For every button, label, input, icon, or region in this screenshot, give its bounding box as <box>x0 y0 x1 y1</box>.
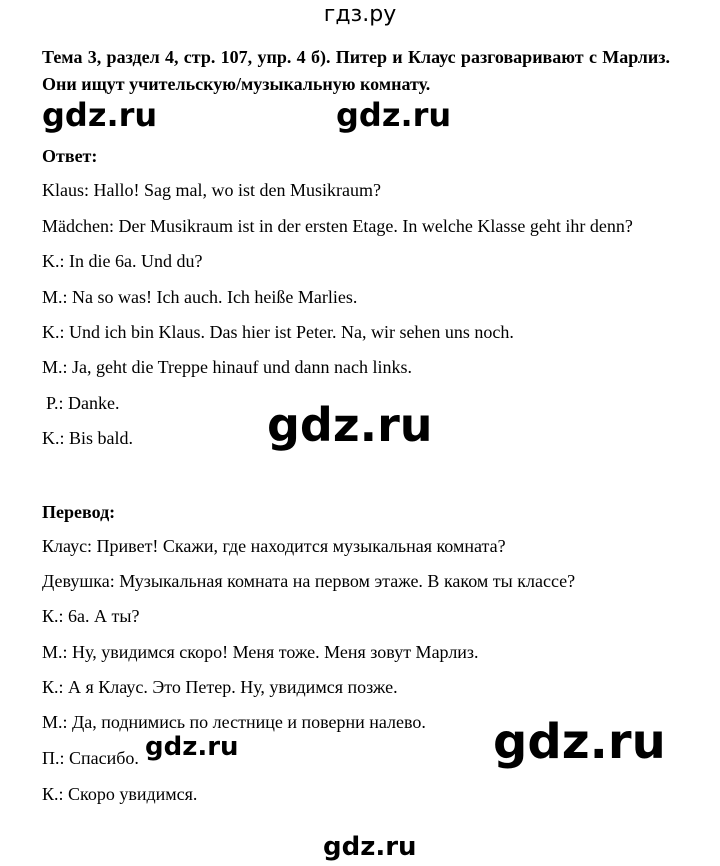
answer-heading: Ответ: <box>42 146 98 166</box>
translation-line: М.: Ну, увидимся скоро! Меня тоже. Меня зовут Марлиз. <box>42 642 479 662</box>
answer-line: K.: Und ich bin Klaus. Das hier ist Peter. Na, wir sehen uns noch. <box>42 322 514 342</box>
watermark: gdz.ru <box>493 714 666 770</box>
site-header: гдз.ру <box>323 2 397 27</box>
answer-line: M.: Ja, geht die Treppe hinauf und dann nach links. <box>42 357 412 377</box>
exercise-title: Тема 3, раздел 4, стр. 107, упр. 4 б). Питер и Клаус разговаривают с Марлиз. Они ищут учительскую/музыкальную комнату. <box>42 47 670 94</box>
answer-line: K.: Bis bald. <box>42 428 134 448</box>
watermark: gdz.ru <box>336 96 452 134</box>
answer-line: P.: Danke. <box>46 393 120 413</box>
translation-line: Девушка: Музыкальная комната на первом этаже. В каком ты классе? <box>42 571 576 591</box>
watermark: gdz.ru <box>323 832 417 862</box>
watermark: gdz.ru <box>42 96 158 134</box>
translation-line: К.: 6а. А ты? <box>42 606 140 626</box>
translation-heading: Перевод: <box>42 502 116 522</box>
translation-line: М.: Да, поднимись по лестнице и поверни налево. <box>42 712 426 732</box>
answer-line: K.: In die 6a. Und du? <box>42 251 203 271</box>
watermark: gdz.ru <box>145 732 239 762</box>
translation-line: К.: А я Клаус. Это Петер. Ну, увидимся позже. <box>42 677 398 697</box>
translation-line: К.: Скоро увидимся. <box>42 784 198 804</box>
answer-line: M.: Na so was! Ich auch. Ich heiße Marlies. <box>42 287 358 307</box>
translation-line: Клаус: Привет! Скажи, где находится музыкальная комната? <box>42 536 506 556</box>
watermark: gdz.ru <box>267 398 433 452</box>
translation-line: П.: Спасибо. <box>42 748 139 768</box>
answer-line: Mädchen: Der Musikraum ist in der ersten Etage. In welche Klasse geht ihr denn? <box>42 216 633 236</box>
answer-line: Klaus: Hallo! Sag mal, wo ist den Musikraum? <box>42 180 381 200</box>
